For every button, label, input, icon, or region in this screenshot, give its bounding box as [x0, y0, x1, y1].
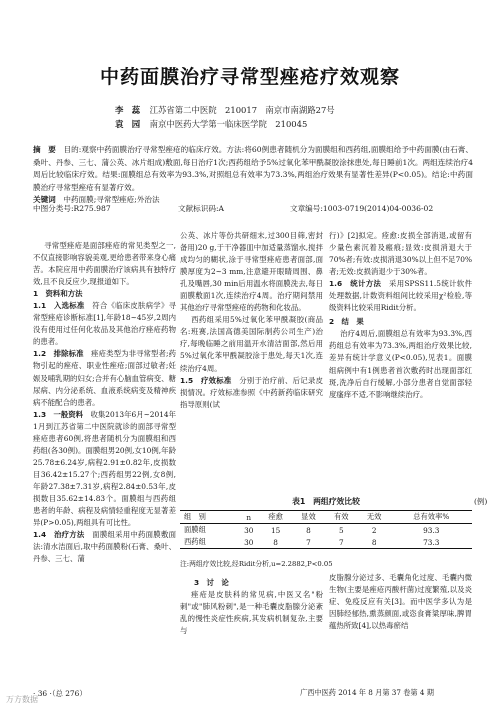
paper-title: 中药面膜治疗寻常型痤疮疗效观察: [99, 66, 400, 88]
table-cell: 15: [270, 525, 281, 535]
table-header-cell: 痊愈: [268, 512, 283, 521]
paragraph: 收集2013年6月~2014年1月到江苏省第二中医院就诊的面部寻常型痤疮患者60例,将患者随机分为面膜组和西药组(各30例)。面膜组男20例,女10例,年龄25.78±6.24岁,病程2.91±0.82年,皮损数目36.42±15.27个;西药组男22例,女8例,年龄27.38±7.31岁,病程2.84±0.53年,皮损数目35.62±14.83个。面膜组与西药组患者的年龄、病程及病情轻重程度无显著差异(P>0.05),两组具有可比性。: [33, 409, 177, 528]
clc-number: 中图分类号:R275.987: [33, 204, 111, 213]
subsection-heading: 1.1 入选标准: [33, 301, 85, 311]
table-row: [180, 536, 472, 549]
watermark: 万方数据: [6, 695, 38, 704]
subsection-heading: 1.6 统计方法: [329, 279, 382, 289]
column-1: [33, 240, 176, 565]
paragraph: 分别于治疗前、后记录皮损情况。疗效标准参照《中药新药临床研究指导原则(试: [180, 375, 323, 409]
paragraph: 行)》[2]拟定。痊愈:皮损全部消退,或留有少量色素沉着及瘢痕;显效:皮损消退大于70%者;有效:皮损消退30%以上但不足70%者;无效:皮损消退少于30%者。: [329, 231, 472, 277]
paragraph: 痤疮是皮肤科的常见病,中医又名"粉刺"或"肺风粉刺",是一种毛囊皮脂腺分泌紊乱的慢性炎症性疾病,其发病机制复杂,主要与: [180, 590, 323, 636]
document-code: 文献标识码:A: [178, 204, 225, 213]
paragraph: 公英、冰片等份共研细末,过300目筛,密封备用)20 g,于干净器皿中加适量蒸馏水,搅拌成均匀的糊状,涂于寻常型痤疮患者面部,面膜厚度为2~3 mm,注意避开眼睛周围、鼻孔及嘴唇,30 min后用温水将面膜洗去,每日面膜敷面1次,连续治疗4周。治疗期间禁用其他治疗寻常型痤疮的药物和化妆品。: [180, 231, 323, 313]
author-name: 李 蕊: [115, 105, 141, 115]
table-header-cell: n: [246, 512, 252, 522]
table-row: [180, 524, 472, 537]
table-cell: 7: [306, 537, 311, 547]
paragraph: 痤疮类型为非寻常型者;药物引起的痤疮、职业性痤疮;面部过敏者;妊娠及哺乳期的妇女;合并有心脑血管病变、糖尿病、内分泌系统、血液系统病变及精神疾病不能配合的患者。: [33, 349, 176, 407]
column-2: [180, 230, 323, 411]
results-table: [180, 510, 472, 549]
author-affiliation: 南京中医药大学第一临床医学院 210045: [149, 119, 308, 129]
author-line-2: [115, 118, 445, 131]
table-cell: 西药组: [184, 537, 206, 546]
table-cell: 8: [371, 537, 377, 547]
table-cell: 8: [306, 525, 311, 535]
column-3: [329, 230, 472, 401]
keywords-text: 中药面膜;寻常型痤疮;外治法: [63, 195, 160, 204]
subsection-heading: 1.3 一般资料: [33, 409, 84, 419]
table-cell: 93.3: [423, 525, 440, 535]
discussion-continued: [329, 572, 472, 632]
section-heading: 1 资料和方法: [33, 289, 83, 299]
paragraph: 面膜组采用中药面膜敷面法:清水洁面后,取中药面膜粉(石膏、桑叶、丹参、三七、蒲: [33, 530, 176, 564]
keywords-label: 关键词: [33, 195, 56, 204]
paragraph: 西药组采用5%过氧化苯甲酰凝胶(商品名:班赛,法国高德美国际制药公司生产)治疗,每晚临睡之前用温开水清洁面部,然后用5%过氧化苯甲酰凝胶涂于患处,每天1次,连续治疗4周。: [180, 315, 323, 373]
table-cell: 7: [338, 537, 344, 547]
subsection-heading: 1.4 治疗方法: [33, 530, 85, 540]
subsection-heading: 1.5 疗效标准: [180, 375, 232, 385]
table-cell: 面膜组: [184, 525, 206, 534]
article-number: 文章编号:1003-0719(2014)04-0036-02: [290, 204, 434, 213]
section-heading: 3 讨 论: [194, 578, 229, 587]
table-header-cell: 组 别: [184, 512, 206, 521]
author-affiliation: 江苏省第二中医院 210017 南京市南湖路27号: [149, 105, 335, 115]
table-cell: 5: [338, 525, 344, 535]
abstract-text: 目的:观察中药面膜治疗寻常型痤疮的临床疗效。方法:将60例患者随机分为面膜组和西药组,面膜组给予中药面膜(由石膏、桑叶、丹参、三七、蒲公英、冰片组成)敷面,每日治疗1次;西药组给予5%过氧化苯甲酰凝胶涂抹患处,每日睡前1次。两组连续治疗4周后比较临床疗效。结果:面膜组总有效率为93.3%,对照组总有效率为73.3%,两组治疗效果有显著性差异(P<0.05)。结论:中药面膜治疗寻常型痤疮有显著疗效。: [33, 145, 474, 192]
table-cell: 30: [244, 537, 254, 547]
table-cell: 73.3: [423, 537, 440, 547]
abstract-label: 摘 要: [33, 145, 56, 154]
table-header-cell: 显效: [301, 512, 316, 521]
author-name: 袁 园: [115, 119, 141, 129]
table-cell: 8: [273, 537, 278, 547]
intro-paragraph: 寻常型痤疮是面部痤疮的常见类型之一,不仅直接影响容貌美观,更给患者带来身心痛苦。本院应用中药面膜治疗该病具有独特疗效,且不良反应少,现报道如下。: [33, 241, 176, 287]
table-unit: (例): [474, 497, 488, 506]
author-line-1: [115, 104, 445, 117]
abstract: [33, 144, 473, 207]
journal-info: 广西中医药 2014 年 8 月第 37 卷第 4 期: [300, 688, 434, 697]
table-header-cell: 有效: [334, 512, 349, 521]
paragraph: 治疗4周后,面膜组总有效率为93.3%,西药组总有效率为73.3%,两组治疗效果比较,差异有统计学意义(P<0.05),见表1。面膜组病例中有1例患者首次敷药时出现面部红斑,洗净后自行缓解,小部分患者自觉面部轻度瘙痒不适,不影响继续治疗。: [329, 329, 472, 399]
subsection-heading: 1.2 排除标准: [33, 349, 84, 359]
table-header-cell: 无效: [366, 512, 382, 521]
table-note: 注:两组疗效比较,经Ridit分析,u=2.2882,P<0.05: [180, 560, 333, 568]
section-heading: 2 结 果: [329, 317, 364, 327]
paragraph: 采用SPSS11.5统计软件处理数据,计数资料组间比较采用χ²检验,等级资料比较采用Ridit分析。: [329, 279, 472, 313]
paragraph: 符合《临床皮肤病学》寻常型痤疮诊断标准[1],年龄18~45岁,2周内没有使用过任何化妆品及其他治疗痤疮药物的患者。: [33, 301, 176, 347]
table-cell: 2: [371, 525, 377, 535]
page-number: · 36 ·（总 276）: [33, 689, 87, 698]
table-cell: 30: [244, 525, 254, 535]
table-header-row: [180, 511, 472, 524]
paragraph: 皮脂腺分泌过多、毛囊角化过度、毛囊内微生物(主要是痤疮丙酸杆菌)过度繁殖,以及炎症、免疫反应有关[3]。而中医学多认为是因肺经郁热,熏蒸颜面,或恣食膏粱厚味,脾胃蕴热所致[4],以热毒瘀结: [329, 573, 472, 631]
table-title: 表1 两组疗效比较: [292, 497, 360, 506]
discussion-block: [180, 577, 323, 637]
table-header-cell: 总有效率%: [413, 512, 450, 521]
